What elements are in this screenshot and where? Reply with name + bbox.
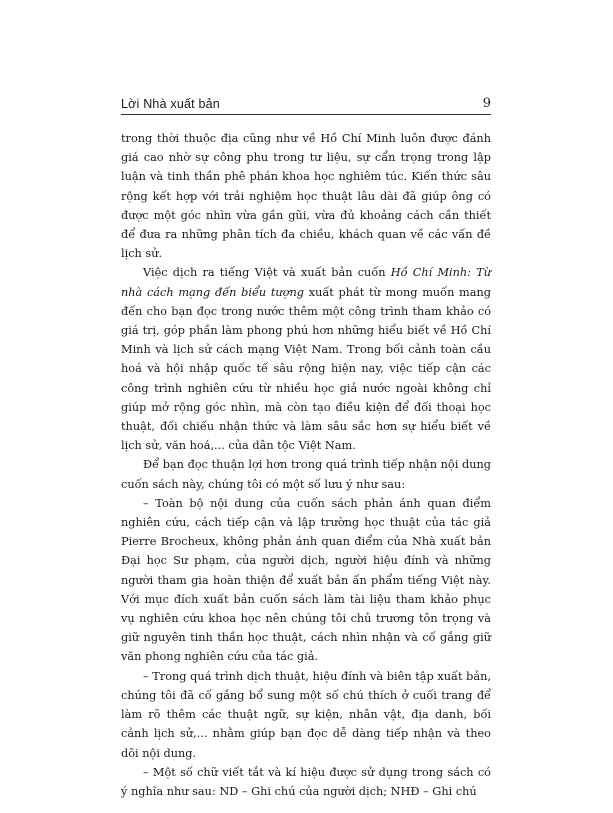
paragraph-2-rest: xuất phát từ mong muốn mang đến cho bạn đọc trong nước thêm một công trình tham khảo có giá trị, góp phần làm phong phú hơn những hiểu biết về Hồ Chí Minh và lịch sử cách mạng Việt Nam. Trong bối cảnh toàn cầu hoá và hội nhập quốc tế sâu rộng hiện nay, việc tiếp cận các công trình nghiên cứu từ nhiều học giả nước ngoài không chỉ giúp mở rộng góc nhìn, mà còn tạo điều kiện để đối thoại học thuật, đối chiếu nhận thức và làm sâu sắc hơn sự hiểu biết về lịch sử, văn hoá,... của dân tộc Việt Nam. <box>121 285 492 453</box>
paragraph-6: – Một số chữ viết tắt và kí hiệu được sử dụng trong sách có ý nghĩa như sau: ND – Ghi chú của người dịch; NHĐ – Ghi chú <box>121 765 491 798</box>
running-header <box>121 94 491 115</box>
paragraph-1: trong thời thuộc địa cũng như về Hồ Chí Minh luôn được đánh giá cao nhờ sự công phu trong tư liệu, sự cẩn trọng trong lập luận và tinh thần phê phán khoa học nghiêm túc. Kiến thức sâu rộng kết hợp với trải nghiệm học thuật lâu dài đã giúp ông có được một góc nhìn vừa gần gũi, vừa đủ khoảng cách cần thiết để đưa ra những phân tích đa chiều, khách quan về các vấn đề lịch sử. <box>121 132 491 261</box>
paragraph-2-intro: Việc dịch ra tiếng Việt và xuất bản cuốn <box>143 266 391 280</box>
running-header-title: Lời Nhà xuất bản <box>121 97 220 111</box>
book-title: Hồ Chí Minh: Từ nhà cách mạng đến biểu tượng <box>121 266 492 299</box>
paragraph-5: – Trong quá trình dịch thuật, hiệu đính và biên tập xuất bản, chúng tôi đã cố gắng bổ sung một số chú thích ở cuối trang để làm rõ thêm các thuật ngữ, sự kiện, nhân vật, địa danh, bối cảnh lịch sử,... nhằm giúp bạn đọc dễ dàng tiếp nhận và theo dõi nội dung. <box>121 669 491 760</box>
paragraph-4: – Toàn bộ nội dung của cuốn sách phản ánh quan điểm nghiên cứu, cách tiếp cận và lập trường học thuật của tác giả Pierre Brocheux, không phản ánh quan điểm của Nhà xuất bản Đại học Sư phạm, của người dịch, người hiệu đính và những người tham gia hoàn thiện để xuất bản ấn phẩm tiếng Việt này. Với mục đích xuất bản cuốn sách làm tài liệu tham khảo phục vụ nghiên cứu khoa học nên chúng tôi chủ trương tôn trọng và giữ nguyên tinh thần học thuật, cách nhìn nhận và cố gắng giữ văn phong nghiên cứu của tác giả. <box>121 496 491 664</box>
paragraph-2 <box>121 263 491 455</box>
body-text <box>121 129 491 801</box>
paragraph-3: Để bạn đọc thuận lợi hơn trong quá trình tiếp nhận nội dung cuốn sách này, chúng tôi có một số lưu ý như sau: <box>121 458 491 491</box>
page-number: 9 <box>482 96 491 111</box>
